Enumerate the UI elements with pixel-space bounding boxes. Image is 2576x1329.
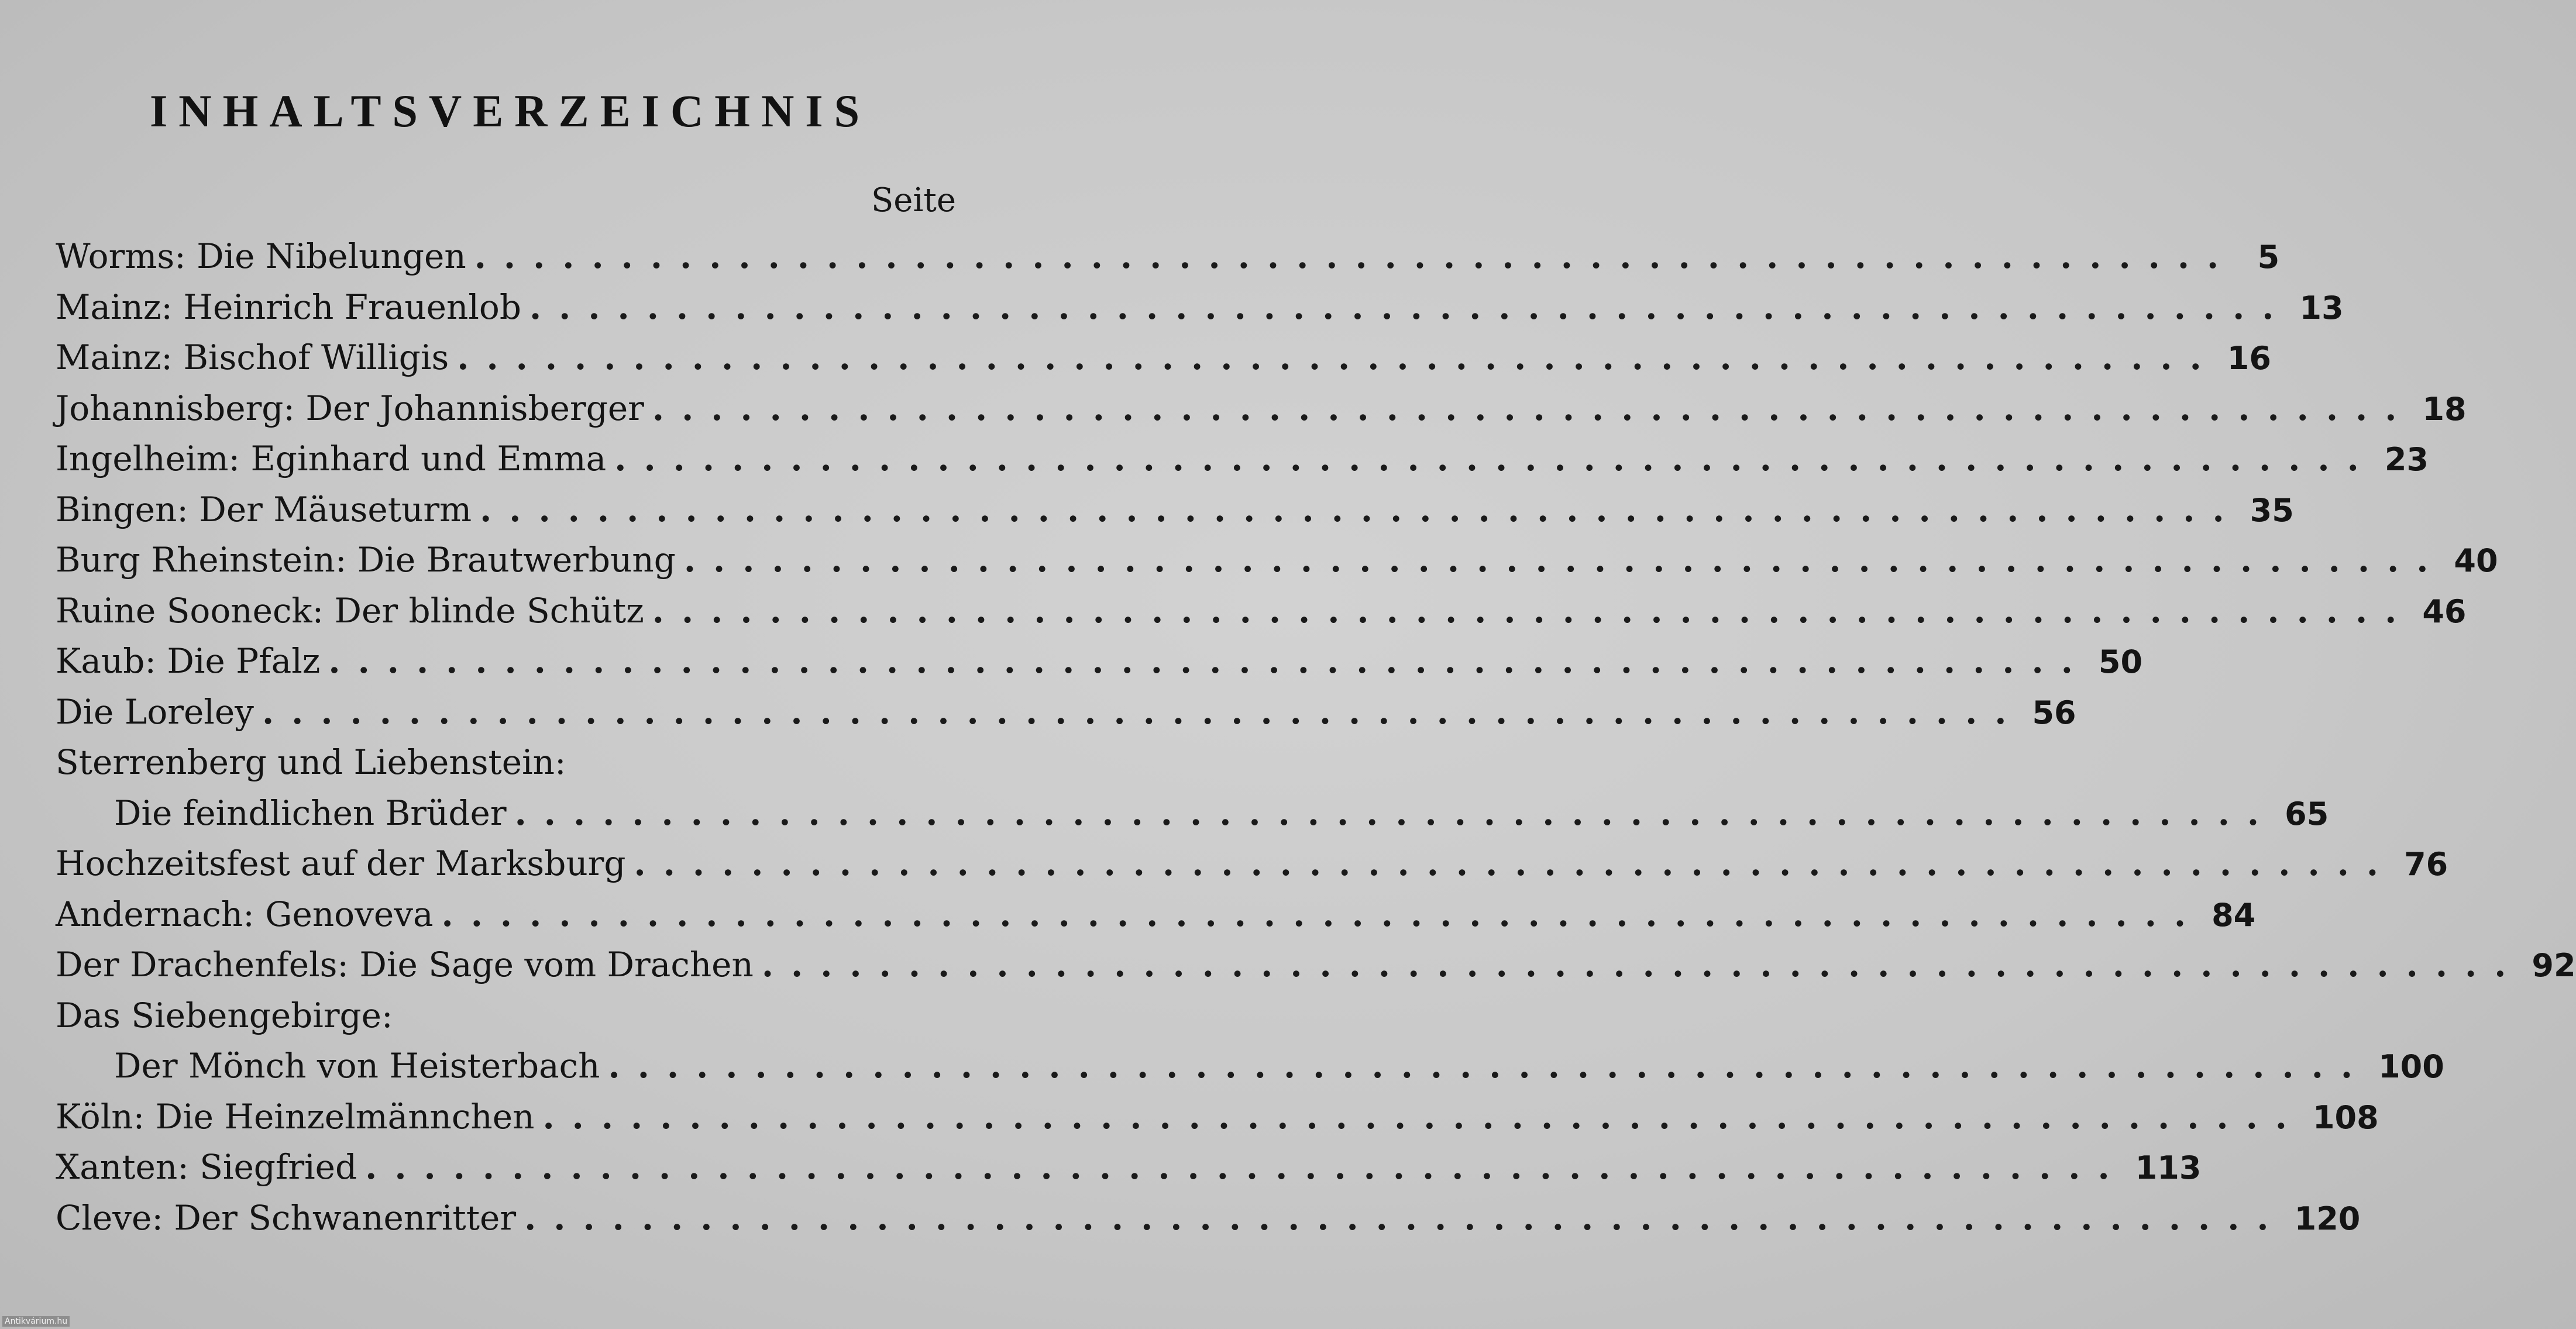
toc-entry-title: Cleve: Der Schwanenritter bbox=[56, 1197, 517, 1238]
toc-entry-title: Bingen: Der Mäuseturm bbox=[56, 489, 472, 529]
toc-entry-title: Die Loreley bbox=[56, 691, 254, 732]
page-column-label: Seite bbox=[871, 181, 956, 219]
toc-entry bbox=[56, 990, 957, 1041]
dot-leader: ............................................................ bbox=[514, 793, 2277, 833]
dot-leader: ............................................................ bbox=[328, 641, 2090, 681]
dot-leader: ............................................................ bbox=[524, 1197, 2286, 1238]
toc-entry-page: 120 bbox=[2294, 1200, 2361, 1237]
toc-entry bbox=[56, 1092, 2379, 1142]
dot-leader: ............................................................ bbox=[480, 489, 2242, 529]
toc-entry bbox=[56, 484, 2294, 535]
toc-entry-title: Xanten: Siegfried bbox=[56, 1147, 357, 1187]
dot-leader: ............................................................ bbox=[365, 1147, 2127, 1187]
dot-leader: ............................................................ bbox=[683, 540, 2446, 580]
dot-leader: ............................................................ bbox=[441, 894, 2204, 934]
toc-entry bbox=[56, 788, 2329, 839]
dot-leader: ............................................................ bbox=[634, 843, 2396, 883]
toc-entry-title: Mainz: Bischof Willigis bbox=[56, 338, 449, 377]
toc-entry-page: 23 bbox=[2384, 441, 2429, 478]
toc-entry-page: 76 bbox=[2404, 846, 2448, 883]
table-of-contents bbox=[56, 231, 2576, 1243]
watermark: Antikvárium.hu bbox=[2, 1316, 70, 1327]
dot-leader: ............................................................ bbox=[761, 945, 2524, 984]
toc-entry-page: 92 bbox=[2532, 947, 2576, 984]
dot-leader: ............................................................ bbox=[457, 338, 2219, 377]
dot-leader: ............................................................ bbox=[652, 590, 2415, 631]
toc-entry-page: 65 bbox=[2285, 795, 2329, 832]
dot-leader: ............................................................ bbox=[474, 236, 2237, 276]
toc-entry-title: Sterrenberg und Liebenstein: bbox=[56, 742, 566, 782]
dot-leader: ............................................................ bbox=[614, 439, 2376, 478]
toc-entry bbox=[56, 636, 2143, 687]
toc-entry bbox=[56, 535, 2498, 586]
toc-entry-page: 100 bbox=[2378, 1048, 2444, 1085]
toc-entry-title: Ruine Sooneck: Der blinde Schütz bbox=[56, 590, 644, 631]
toc-entry bbox=[56, 1193, 2361, 1244]
toc-entry-title: Das Siebengebirge: bbox=[56, 995, 393, 1035]
toc-entry bbox=[56, 383, 2467, 434]
toc-entry-page: 35 bbox=[2250, 491, 2294, 529]
toc-entry-title: Die feindlichen Brüder bbox=[114, 793, 507, 833]
toc-entry bbox=[56, 889, 2256, 940]
toc-entry-title: Mainz: Heinrich Frauenlob bbox=[56, 287, 521, 327]
toc-entry bbox=[56, 838, 2448, 889]
dot-leader: ............................................................ bbox=[262, 691, 2024, 732]
toc-entry-page: 18 bbox=[2422, 390, 2467, 428]
toc-entry bbox=[56, 433, 2429, 484]
toc-entry-title: Burg Rheinstein: Die Brautwerbung bbox=[56, 540, 676, 580]
toc-entry bbox=[56, 1142, 2202, 1193]
toc-entry bbox=[56, 687, 2076, 738]
dot-leader: ............................................................ bbox=[529, 287, 2292, 327]
toc-entry bbox=[56, 1041, 2444, 1092]
toc-entry bbox=[56, 939, 2576, 990]
toc-entry-page: 84 bbox=[2212, 896, 2256, 934]
toc-entry-page: 5 bbox=[2257, 239, 2280, 276]
toc-entry-page: 56 bbox=[2032, 694, 2076, 731]
dot-leader: ............................................................ bbox=[542, 1096, 2305, 1137]
toc-entry-page: 50 bbox=[2098, 643, 2143, 680]
toc-entry bbox=[56, 586, 2467, 636]
toc-entry bbox=[56, 282, 2344, 333]
toc-entry-page: 16 bbox=[2227, 340, 2271, 377]
toc-entry-page: 40 bbox=[2454, 542, 2498, 579]
toc-entry-title: Köln: Die Heinzelmännchen bbox=[56, 1096, 535, 1137]
toc-entry-title: Ingelheim: Eginhard und Emma bbox=[56, 439, 607, 478]
toc-entry-page: 113 bbox=[2135, 1149, 2202, 1186]
toc-entry bbox=[56, 332, 2271, 383]
toc-entry-title: Kaub: Die Pfalz bbox=[56, 641, 321, 681]
toc-entry-title: Hochzeitsfest auf der Marksburg bbox=[56, 843, 626, 883]
dot-leader: ............................................................ bbox=[652, 388, 2415, 428]
toc-entry bbox=[56, 231, 2280, 282]
page-title: INHALTSVERZEICHNIS bbox=[149, 85, 871, 136]
toc-entry-title: Der Mönch von Heisterbach bbox=[114, 1046, 600, 1086]
toc-entry-title: Der Drachenfels: Die Sage vom Drachen bbox=[56, 945, 754, 984]
toc-entry-page: 13 bbox=[2299, 289, 2344, 326]
dot-leader: ............................................................ bbox=[608, 1046, 2371, 1086]
toc-entry-title: Worms: Die Nibelungen bbox=[56, 236, 466, 276]
toc-entry-title: Andernach: Genoveva bbox=[56, 894, 434, 934]
toc-entry bbox=[56, 737, 957, 788]
toc-entry-page: 46 bbox=[2422, 593, 2467, 630]
toc-entry-title: Johannisberg: Der Johannisberger bbox=[56, 388, 644, 428]
toc-entry-page: 108 bbox=[2312, 1099, 2379, 1136]
